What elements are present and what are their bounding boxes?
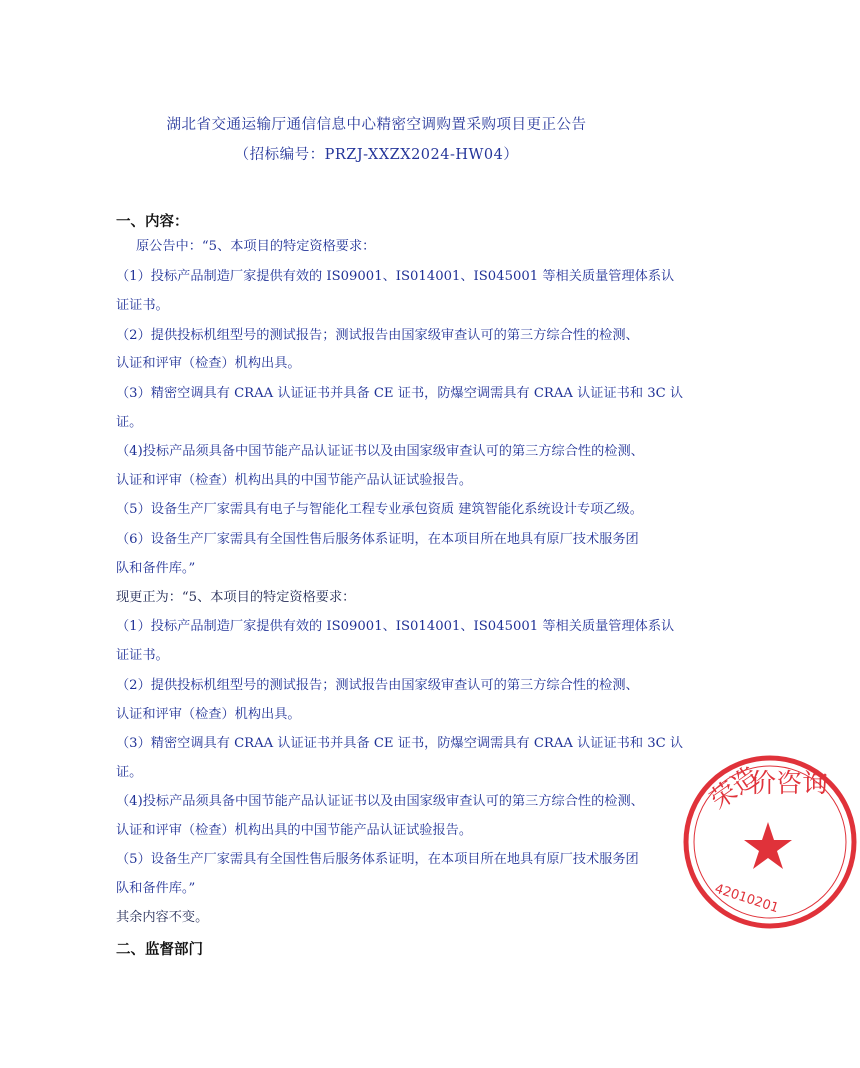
corrected-line: （2）提供投标机组型号的测试报告；测试报告由国家级审查认可的第三方综合性的检测、 bbox=[116, 678, 639, 693]
corrected-line: （3）精密空调具有 CRAA 认证证书并具备 CE 证书，防爆空调需具有 CRAA 认证证书和 3C 认 bbox=[116, 736, 684, 751]
original-line: 队和备件库。” bbox=[116, 561, 196, 576]
section-1-heading: 一、内容： bbox=[116, 213, 189, 230]
original-line: （3）精密空调具有 CRAA 认证证书并具备 CE 证书，防爆空调需具有 CRAA 认证证书和 3C 认 bbox=[116, 386, 684, 401]
document-title: 湖北省交通运输厅通信信息中心精密空调购置采购项目更正公告 bbox=[166, 117, 587, 133]
original-line: 认证和评审（检查）机构出具。 bbox=[116, 356, 301, 371]
corrected-line: 证。 bbox=[116, 765, 143, 780]
remaining-unchanged: 其余内容不变。 bbox=[116, 910, 209, 925]
corrected-intro: 现更正为：“5、本项目的特定资格要求： bbox=[116, 590, 356, 605]
seal-text-side: 荣造 bbox=[704, 761, 765, 816]
tender-number: （招标编号：PRZJ-XXZX2024-HW04） bbox=[234, 147, 519, 163]
seal-text-arc: 价咨询 bbox=[750, 769, 829, 799]
corrected-line: 认证和评审（检查）机构出具。 bbox=[116, 707, 301, 722]
corrected-line: （5）设备生产厂家需具有全国性售后服务体系证明，在本项目所在地具有原厂技术服务团 bbox=[116, 852, 639, 867]
original-line: （2）提供投标机组型号的测试报告；测试报告由国家级审查认可的第三方综合性的检测、 bbox=[116, 328, 639, 343]
corrected-line: （4)投标产品须具备中国节能产品认证证书以及由国家级审查认可的第三方综合性的检测、 bbox=[116, 794, 644, 809]
original-intro: 原公告中：“5、本项目的特定资格要求： bbox=[136, 239, 376, 254]
section-2-heading: 二、监督部门 bbox=[116, 941, 203, 958]
original-line: （1）投标产品制造厂家提供有效的 IS09001、IS014001、IS045001 等相关质量管理体系认 bbox=[116, 269, 675, 284]
corrected-line: 队和备件库。” bbox=[116, 881, 196, 896]
original-line: 认证和评审（检查）机构出具的中国节能产品认证试验报告。 bbox=[116, 473, 473, 488]
company-seal bbox=[680, 752, 860, 932]
original-line: 证。 bbox=[116, 415, 143, 430]
seal-star-icon bbox=[744, 822, 792, 869]
original-line: （5）设备生产厂家需具有电子与智能化工程专业承包资质 建筑智能化系统设计专项乙级。 bbox=[116, 502, 643, 517]
corrected-line: 认证和评审（检查）机构出具的中国节能产品认证试验报告。 bbox=[116, 823, 473, 838]
original-line: （6）设备生产厂家需具有全国性售后服务体系证明，在本项目所在地具有原厂技术服务团 bbox=[116, 532, 639, 547]
original-line: （4)投标产品须具备中国节能产品认证证书以及由国家级审查认可的第三方综合性的检测、 bbox=[116, 444, 644, 459]
corrected-line: 证证书。 bbox=[116, 648, 169, 663]
original-line: 证证书。 bbox=[116, 298, 169, 313]
seal-number: 42010201 bbox=[712, 881, 781, 917]
corrected-line: （1）投标产品制造厂家提供有效的 IS09001、IS014001、IS045001 等相关质量管理体系认 bbox=[116, 619, 675, 634]
